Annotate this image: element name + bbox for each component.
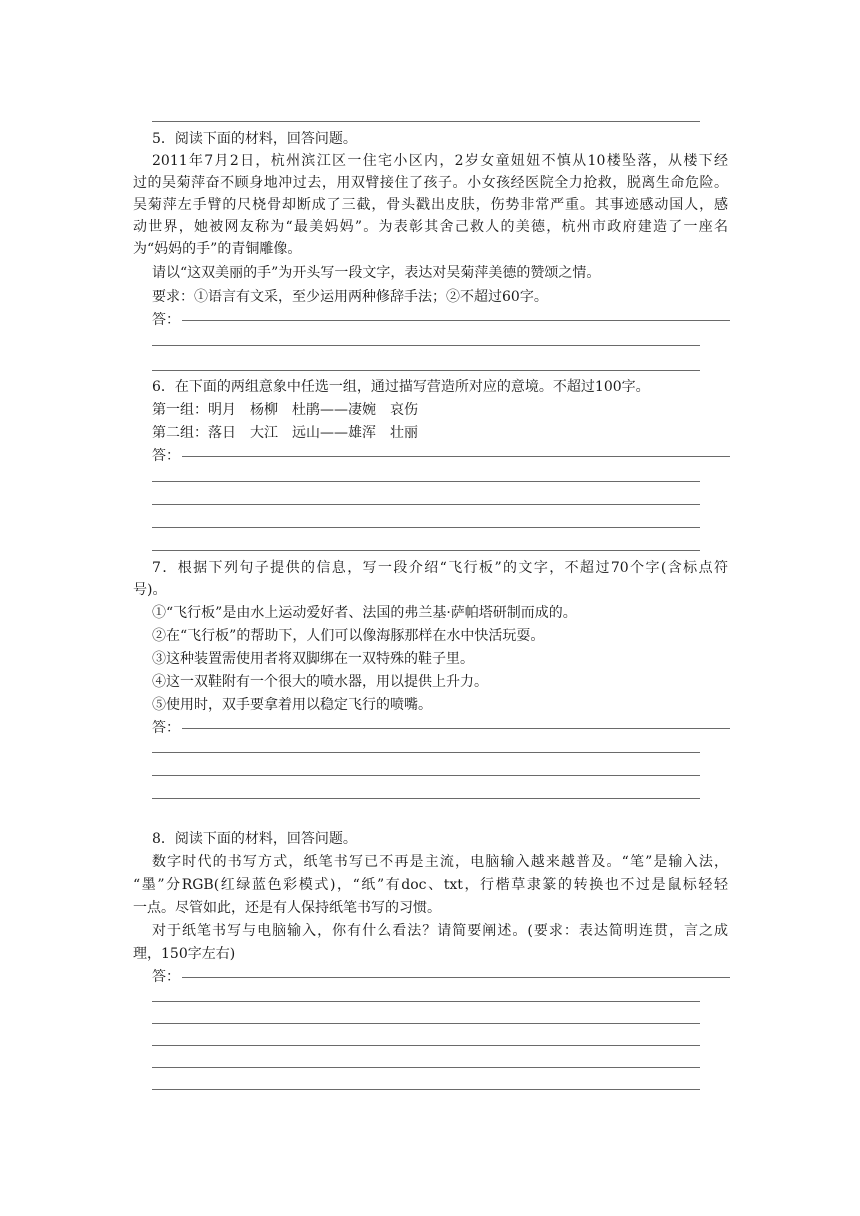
q5-paragraph-line: 吴菊萍左手臂的尺桡骨却断成了三截，骨头戳出皮肤，伤势非常严重。其事迹感动国人，感 (133, 197, 728, 213)
answer-line (182, 456, 730, 457)
answer-line (152, 550, 700, 551)
q5-task: 请以“这双美丽的手”为开头写一段文字，表达对吴菊萍美德的赞颂之情。 (152, 265, 601, 281)
answer-line (152, 370, 700, 371)
answer-line (182, 320, 730, 321)
q5-paragraph-line: 2011年7月2日，杭州滨江区一住宅小区内，2岁女童妞妞不慎从10楼坠落，从楼下经 (152, 153, 728, 169)
answer-line (152, 1023, 700, 1024)
answer-line (152, 345, 700, 346)
answer-line (152, 775, 700, 776)
answer-label: 答： (152, 312, 180, 328)
answer-line (152, 1045, 700, 1046)
q6-title: 6．在下面的两组意象中任选一组，通过描写营造所对应的意境。不超过100字。 (152, 379, 650, 395)
q8-task-line: 理，150字左右) (133, 946, 236, 962)
q7-info-3: ③这种装置需使用者将双脚绑在一双特殊的鞋子里。 (152, 651, 474, 667)
q5-answer-row[interactable] (152, 309, 732, 331)
answer-line (182, 977, 730, 978)
q5-paragraph-line: 动世界，她被网友称为“最美妈妈”。为表彰其舍己救人的美德，杭州市政府建造了一座名 (133, 219, 728, 235)
q5-paragraph-line: 为“妈妈的手”的青铜雕像。 (133, 241, 302, 257)
q8-paragraph-line: 数字时代的书写方式，纸笔书写已不再是主流，电脑输入越来越普及。“笔”是输入法， (152, 854, 728, 870)
q5-paragraph-line: 过的吴菊萍奋不顾身地冲过去，用双臂接住了孩子。小女孩经医院全力抢救，脱离生命危险。 (133, 175, 728, 191)
q8-paragraph-line: 一点。尽管如此，还是有人保持纸笔书写的习惯。 (133, 900, 441, 916)
q8-task-line: 对于纸笔书写与电脑输入，你有什么看法？请简要阐述。(要求：表达简明连贯，言之成 (152, 923, 728, 939)
q6-group-2: 第二组：落日 大江 远山——雄浑 壮丽 (152, 425, 418, 441)
answer-line (152, 527, 700, 528)
q7-answer-row[interactable] (152, 717, 732, 739)
q7-info-4: ④这一双鞋附有一个很大的喷水器，用以提供上升力。 (152, 674, 488, 690)
answer-label: 答： (152, 969, 180, 985)
q8-paragraph-line: “墨”分RGB(红绿蓝色彩模式)，“纸”有doc、txt，行楷草隶篆的转换也不过是鼠标轻轻 (133, 877, 728, 893)
q8-title: 8．阅读下面的材料，回答问题。 (152, 831, 357, 847)
answer-line (152, 798, 700, 799)
answer-line (152, 1001, 700, 1002)
answer-line (152, 1089, 700, 1090)
answer-line (152, 481, 700, 482)
q5-requirements: 要求：①语言有文采，至少运用两种修辞手法；②不超过60字。 (152, 289, 548, 305)
answer-line (182, 728, 730, 729)
q7-title-line: 7．根据下列句子提供的信息，写一段介绍“飞行板”的文字，不超过70个字(含标点符 (152, 560, 728, 576)
q7-info-2: ②在“飞行板”的帮助下，人们可以像海豚那样在水中快活玩耍。 (152, 628, 545, 644)
answer-label: 答： (152, 448, 180, 464)
q6-group-1: 第一组：明月 杨柳 杜鹃——凄婉 哀伤 (152, 402, 418, 418)
q7-info-1: ①“飞行板”是由水上运动爱好者、法国的弗兰基·萨帕塔研制而成的。 (152, 605, 577, 621)
answer-line (152, 121, 700, 122)
q8-answer-row[interactable] (152, 966, 732, 988)
answer-line (152, 504, 700, 505)
answer-line (152, 752, 700, 753)
q6-answer-row[interactable] (152, 445, 732, 467)
q7-info-5: ⑤使用时，双手要拿着用以稳定飞行的喷嘴。 (152, 697, 432, 713)
answer-label: 答： (152, 720, 180, 736)
q7-title-line: 号)。 (133, 582, 167, 598)
q5-title: 5．阅读下面的材料，回答问题。 (152, 131, 357, 147)
answer-line (152, 1067, 700, 1068)
